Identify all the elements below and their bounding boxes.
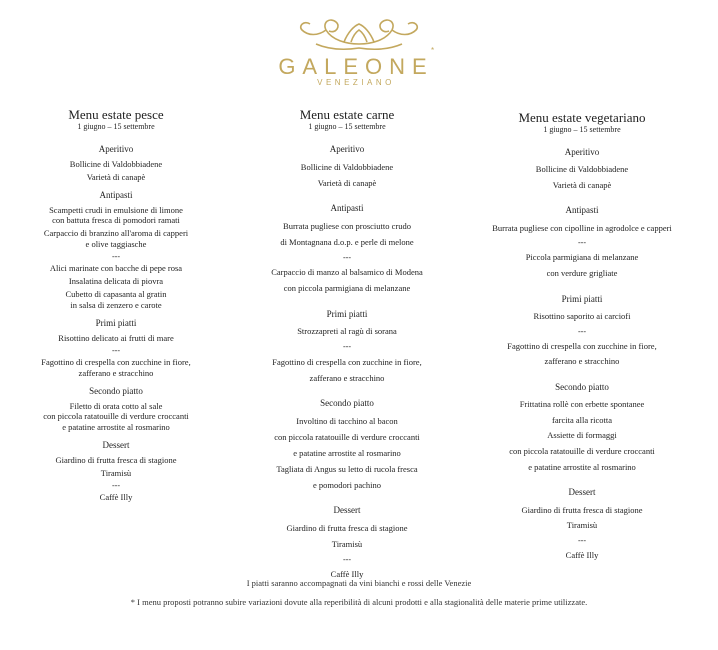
menu-section <box>238 504 456 580</box>
dish-item: con piccola ratatouille di verdure croccanti <box>274 431 420 442</box>
section-title: Aperitivo <box>329 144 365 154</box>
menu-section <box>8 189 224 310</box>
section-title: Dessert <box>102 440 130 450</box>
dish-item: Scampetti crudi in emulsione di limone con battuta fresca di pomodori ramati <box>49 204 183 225</box>
wine-note: I piatti saranno accompagnati da vini bianchi e rossi delle Venezie <box>246 578 472 588</box>
dish-item: zafferano e stracchino <box>309 372 385 383</box>
dish-item: con piccola parmigiana di melanzane <box>283 283 411 293</box>
dish-item: Caffè Illy <box>565 550 599 561</box>
dish-item: Varietà di canapè <box>552 179 612 190</box>
menu-section <box>8 439 224 503</box>
dish-item: Tiramisù <box>331 538 363 549</box>
dish-item: Caffè Illy <box>330 569 364 579</box>
dish-item: Varietà di canapè <box>86 171 146 182</box>
dish-item: Giardino di frutta fresca di stagione <box>521 504 643 515</box>
dish-item: Frittatina rollè con erbette spontanee <box>519 399 645 410</box>
menu-section <box>238 397 456 490</box>
dish-item: Assiette di formaggi <box>547 430 617 441</box>
dish-item: Insalatina delicata di piovra <box>68 276 164 286</box>
menu-section <box>238 202 456 294</box>
section-title: Primi piatti <box>326 308 368 319</box>
dish-item: farcita alla ricotta <box>552 414 612 425</box>
menu-section <box>238 308 456 384</box>
dish-item: di Montagnana d.o.p. e perle di melone <box>280 236 414 247</box>
menu-section <box>8 317 224 378</box>
dish-item: Alici marinate con bacche di pepe rosa <box>49 263 183 273</box>
dish-item: Fagottino di crespella con zucchine in fiore, <box>272 356 422 367</box>
menu-section <box>466 381 698 472</box>
menu-title: Menu estate vegetariano <box>518 110 646 125</box>
dish-item: Cubetto di capasanta al gratin in salsa di zenzero e carote <box>65 289 167 310</box>
menu-column-pesce <box>8 107 224 510</box>
menu-column-carne <box>238 107 456 594</box>
section-title: Aperitivo <box>98 144 134 154</box>
dish-separator: --- <box>578 535 586 545</box>
dish-separator: --- <box>112 345 120 355</box>
dish-item: Piccola parmigiana di melanzane <box>525 252 639 263</box>
dish-separator: --- <box>343 342 351 351</box>
menu-section <box>8 143 224 182</box>
dish-item: e patatine arrostite al rosmarino <box>293 447 401 458</box>
dish-separator: --- <box>578 238 586 248</box>
logo-ornament-icon <box>296 14 422 54</box>
section-title: Antipasti <box>565 205 599 216</box>
brand-name: GALEONE <box>278 54 434 79</box>
dish-item: e pomodori pachino <box>313 479 381 490</box>
dish-separator: --- <box>112 480 120 490</box>
dish-item: Fagottino di crespella con zucchine in fiore, <box>507 340 657 351</box>
dish-item: Tiramisù <box>100 467 132 478</box>
dish-item: Bollicine di Valdobbiadene <box>300 161 394 172</box>
dish-item: Tiramisù <box>566 520 598 531</box>
dish-item: Giardino di frutta fresca di stagione <box>55 454 177 465</box>
dish-item: Varietà di canapè <box>317 177 377 188</box>
dish-item: Burrata pugliese con prosciutto crudo <box>283 220 411 231</box>
menu-title: Menu estate carne <box>299 107 395 122</box>
dish-item: Risottino delicato ai frutti di mare <box>58 332 174 343</box>
dish-item: Caffè Illy <box>99 492 133 502</box>
dish-item: Bollicine di Valdobbiadene <box>69 158 163 169</box>
menu-section <box>466 486 698 560</box>
section-title: Dessert <box>333 505 361 515</box>
dish-item: Tagliata di Angus su letto di rucola fresca <box>276 463 418 474</box>
section-title: Secondo piatto <box>320 398 374 408</box>
dish-item: Filetto di orata cotto al sale con piccola ratatouille di verdure croccanti e patatine arrostite al rosmarino <box>43 400 189 432</box>
dish-item: Burrata pugliese con cipolline in agrodolce e capperi <box>492 222 672 233</box>
section-title: Dessert <box>568 487 596 498</box>
dish-item: zafferano e stracchino <box>544 356 620 367</box>
brand-subtitle: VENEZIANO <box>317 78 395 87</box>
dish-item: Involtino di tacchino al bacon <box>296 415 398 426</box>
section-title: Secondo piatto <box>555 381 609 392</box>
section-title: Antipasti <box>330 203 364 213</box>
menu-section <box>466 146 698 190</box>
dish-separator: --- <box>343 554 351 564</box>
dish-item: Risottino saporito ai carciofi <box>533 310 631 321</box>
dish-item: Strozzapreti al ragù di sorana <box>297 326 397 336</box>
menu-dates: 1 giugno – 15 settembre <box>308 122 386 131</box>
menu-column-vegetariano <box>466 110 698 575</box>
dish-item: Carpaccio di branzino all'aroma di capperi e olive taggiasche <box>43 228 189 249</box>
section-title: Primi piatti <box>561 293 603 304</box>
dish-item: Giardino di frutta fresca di stagione <box>286 522 408 533</box>
dish-separator: --- <box>343 252 351 262</box>
dish-item: Fagottino di crespella con zucchine in fiore, zafferano e stracchino <box>41 357 191 378</box>
dish-separator: --- <box>578 326 586 336</box>
dish-separator: --- <box>112 251 120 261</box>
dish-item: Bollicine di Valdobbiadene <box>535 164 629 175</box>
brand-logo <box>0 6 718 88</box>
menu-title: Menu estate pesce <box>68 107 164 122</box>
menu-section <box>238 143 456 188</box>
brand-star: * <box>431 46 435 55</box>
menu-section <box>8 385 224 432</box>
dish-item: con verdure grigliate <box>546 268 618 279</box>
dish-item: Carpaccio di manzo al balsamico di Modena <box>271 267 423 277</box>
section-title: Aperitivo <box>564 147 600 157</box>
section-title: Antipasti <box>99 190 133 200</box>
menu-section <box>466 293 698 367</box>
disclaimer: * I menu proposti potranno subire variazioni dovute alla reperibilità di alcuni prodotti e alla stagionalità delle materie prime utilizzate. <box>130 597 588 607</box>
menu-section <box>466 204 698 278</box>
menu-dates: 1 giugno – 15 settembre <box>543 125 621 134</box>
menu-dates: 1 giugno – 15 settembre <box>77 122 155 131</box>
section-title: Primi piatti <box>95 318 137 328</box>
dish-item: e patatine arrostite al rosmarino <box>528 461 636 472</box>
dish-item: con piccola ratatouille di verdure croccanti <box>509 446 655 457</box>
section-title: Secondo piatto <box>89 386 143 396</box>
